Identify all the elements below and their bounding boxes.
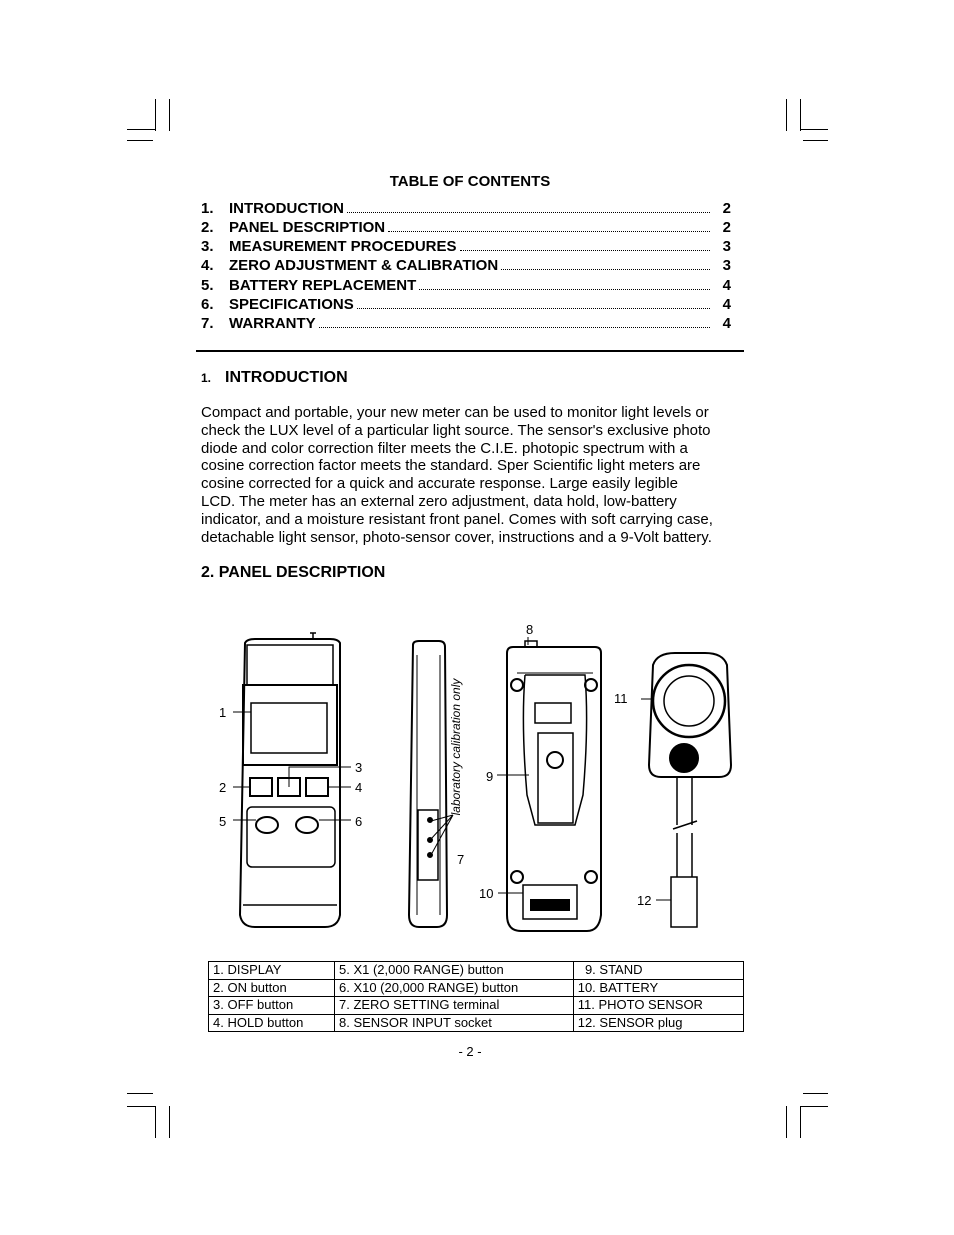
- toc-entry-page: 4: [722, 296, 731, 313]
- stand-outline: [523, 675, 586, 825]
- table-cell: 7. ZERO SETTING terminal: [334, 997, 573, 1015]
- toc-entry-number: 1.: [201, 200, 214, 217]
- callout-2: 2: [219, 780, 227, 795]
- intro-heading-number: 1.: [201, 371, 212, 385]
- calibration-note: laboratory calibration only: [449, 678, 463, 816]
- toc-entry[interactable]: [201, 236, 731, 255]
- intro-line: cosine corrected for a quick and accurate response. Large easily legible: [201, 475, 678, 493]
- callout-1: 1: [219, 705, 227, 720]
- table-cell: 9. STAND: [573, 962, 743, 980]
- callout-5: 5: [219, 814, 227, 829]
- table-cell: 12. SENSOR plug: [573, 1014, 743, 1032]
- intro-line: indicator, and a moisture resistant front panel. Comes with soft carrying case,: [201, 510, 713, 528]
- table-cell: 10. BATTERY: [573, 979, 743, 997]
- table-cell: 5. X1 (2,000 RANGE) button: [334, 962, 573, 980]
- intro-heading: [201, 369, 348, 387]
- meter-illustration: [195, 615, 735, 945]
- toc-entry-number: 4.: [201, 257, 214, 274]
- intro-heading-text: INTRODUCTION: [225, 369, 348, 386]
- toc-entry[interactable]: [201, 255, 731, 274]
- toc-entry[interactable]: [201, 198, 731, 217]
- toc-entry-number: 2.: [201, 219, 214, 236]
- x10-button-shape: [296, 817, 318, 833]
- toc-entry[interactable]: [201, 294, 731, 313]
- toc-entry[interactable]: [201, 217, 731, 236]
- toc-entry[interactable]: [201, 313, 731, 332]
- toc-entry-number: 3.: [201, 238, 214, 255]
- toc-entry-page: 4: [722, 277, 731, 294]
- intro-paragraph: [201, 404, 746, 546]
- toc-entry-page: 3: [722, 257, 731, 274]
- table-cell: 2. ON button: [209, 979, 335, 997]
- sensor-knob: [670, 744, 698, 772]
- table-cell: 4. HOLD button: [209, 1014, 335, 1032]
- callout-4: 4: [355, 780, 363, 795]
- toc-entry-label: SPECIFICATIONS: [229, 296, 354, 313]
- toc-entry-label: WARRANTY: [229, 315, 316, 332]
- lcd-display: [251, 703, 327, 753]
- toc-entry-number: 5.: [201, 277, 214, 294]
- callout-8: 8: [526, 622, 534, 637]
- toc-entry-page: 3: [722, 238, 731, 255]
- intro-line: cosine correction factor meets the standard. Sper Scientific light meters are: [201, 457, 701, 475]
- toc-leader: [319, 326, 710, 328]
- table-cell: 6. X10 (20,000 RANGE) button: [334, 979, 573, 997]
- panel-heading: 2. PANEL DESCRIPTION: [201, 564, 386, 581]
- sensor-plug-shape: [671, 877, 697, 927]
- meter-side-body: [409, 641, 447, 927]
- toc-entry-label: PANEL DESCRIPTION: [229, 219, 386, 236]
- parts-table: [208, 961, 744, 1032]
- toc-entry-label: INTRODUCTION: [229, 200, 344, 217]
- callout-10: 10: [479, 886, 494, 901]
- table-row: [209, 979, 744, 997]
- intro-line: LCD. The meter has an external zero adjustment, data hold, low-battery: [201, 492, 677, 510]
- toc-leader: [419, 288, 710, 290]
- intro-line: Compact and portable, your new meter can be used to monitor light levels or: [201, 404, 709, 421]
- toc-entry-number: 6.: [201, 296, 214, 313]
- table-cell: 3. OFF button: [209, 997, 335, 1015]
- toc-entry-page: 2: [722, 200, 731, 217]
- toc-leader: [501, 268, 710, 270]
- toc-leader: [388, 230, 710, 232]
- toc-title: TABLE OF CONTENTS: [389, 173, 551, 190]
- toc-entry-label: BATTERY REPLACEMENT: [229, 277, 417, 294]
- meter-front-body: [240, 639, 340, 927]
- table-row: [209, 997, 744, 1015]
- table-cell: 11. PHOTO SENSOR: [573, 997, 743, 1015]
- toc-leader: [347, 211, 710, 213]
- table-cell: 8. SENSOR INPUT socket: [334, 1014, 573, 1032]
- table-row: [209, 1014, 744, 1032]
- x1-button-shape: [256, 817, 278, 833]
- on-button-shape: [250, 778, 272, 796]
- callout-3: 3: [355, 760, 363, 775]
- section-divider: [196, 350, 744, 352]
- intro-line: detachable light sensor, photo-sensor cover, instructions and a 9-Volt battery.: [201, 528, 712, 546]
- callout-7: 7: [457, 852, 465, 867]
- toc-entry-label: MEASUREMENT PROCEDURES: [229, 238, 457, 255]
- toc-leader: [460, 249, 710, 251]
- hold-button-shape: [306, 778, 328, 796]
- stand-plate: [538, 733, 573, 823]
- toc-leader: [357, 307, 710, 309]
- toc-entry-page: 4: [722, 315, 731, 332]
- page-number: - 2 -: [458, 1044, 482, 1059]
- callout-12: 12: [637, 893, 652, 908]
- sensor-cable: [677, 778, 692, 825]
- intro-line: diode and color correction filter meets the C.I.E. photopic spectrum with a: [201, 439, 688, 457]
- callout-9: 9: [486, 769, 494, 784]
- toc-entry-page: 2: [722, 219, 731, 236]
- callout-11: 11: [614, 691, 628, 706]
- table-row: [209, 962, 744, 980]
- toc-entry-label: ZERO ADJUSTMENT & CALIBRATION: [229, 257, 499, 274]
- table-cell: 1. DISPLAY: [209, 962, 335, 980]
- toc-entry-number: 7.: [201, 315, 214, 332]
- toc-entry[interactable]: [201, 275, 731, 294]
- intro-line: check the LUX level of a particular light source. The sensor's exclusive photo: [201, 421, 711, 439]
- callout-6: 6: [355, 814, 363, 829]
